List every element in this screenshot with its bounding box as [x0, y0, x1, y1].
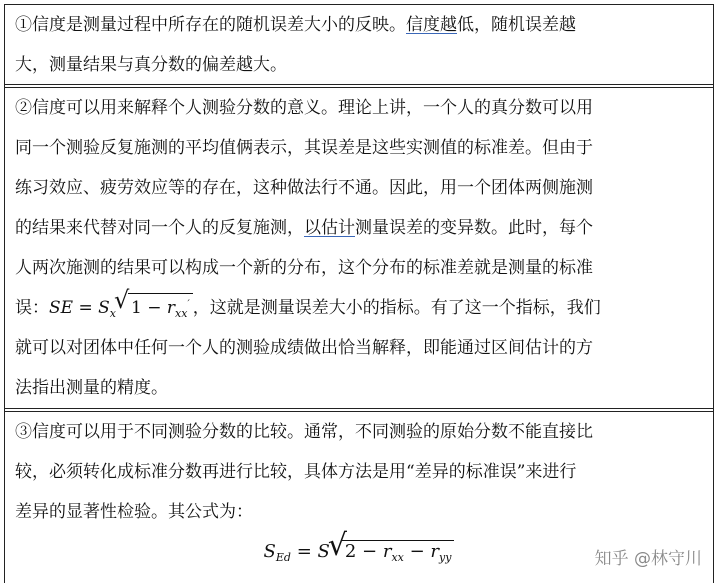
formula-subscript: Ed	[275, 551, 291, 564]
formula-subscript: x	[109, 307, 116, 320]
table-row-reliability-error	[5, 5, 713, 85]
text-line: 大，测量结果与真分数的偏差越大。	[15, 55, 287, 75]
underlined-text: 信度越	[406, 15, 457, 35]
square-root	[114, 286, 193, 328]
text-span: ①信度是测量过程中所存在的随机误差大小的反映。	[15, 15, 406, 35]
formula-subscript: xx	[391, 551, 404, 564]
text-line: 差异的显著性检验。其公式为：	[15, 502, 253, 522]
standard-error-formula	[49, 286, 193, 320]
text-span: 测量误差的变异数。此时，每个	[355, 218, 593, 238]
text-line: 较，必须转化成标准分数再进行比较，具体方法是用“差异的标准误”来进行	[15, 462, 577, 482]
radicand	[128, 293, 193, 325]
radicand	[342, 540, 455, 569]
text-span: 误：	[15, 298, 49, 318]
text-span: ，这就是测量误差大小的指标。有了这一个指标，我们	[192, 298, 601, 318]
watermark: 知乎 @林守川	[594, 549, 702, 569]
text-line: ②信度可以用来解释个人测验分数的意义。理论上讲，一个人的真分数可以用	[15, 98, 593, 118]
table-row-individual-score	[5, 87, 713, 409]
formula-lhs: S	[263, 541, 276, 562]
text-span: 低，随机误差越	[457, 15, 576, 35]
square-root	[327, 528, 455, 569]
text-line	[15, 208, 703, 248]
text-line	[15, 288, 703, 328]
formula-prime: ′	[187, 299, 190, 310]
formula-r: r	[166, 298, 176, 318]
formula-equals: =	[290, 541, 318, 562]
radical-sign-icon: √	[327, 528, 347, 563]
text-line: 人两次施测的结果可以构成一个新的分布，这个分布的标准差就是测量的标准	[15, 258, 593, 278]
text-line: 法指出测量的精度。	[15, 378, 168, 398]
content-table	[4, 4, 714, 583]
formula-subscript: xx	[175, 307, 188, 320]
text-line: 就可以对团体中任何一个人的测验成绩做出恰当解释，即能通过区间估计的方	[15, 338, 593, 358]
formula-s: S	[98, 298, 110, 318]
formula-term: 2 −	[344, 541, 383, 562]
text-line: ③信度可以用于不同测验分数的比较。通常，不同测验的原始分数不能直接比	[15, 422, 593, 442]
formula-equals: =	[73, 298, 99, 318]
formula-term: 1 −	[131, 298, 167, 318]
text-line	[15, 5, 703, 45]
formula-s: S	[317, 541, 330, 562]
text-span: 的结果来代替对同一个人的反复施测，	[15, 218, 304, 238]
formula-r: r	[382, 541, 392, 562]
formula-lhs: SE	[49, 298, 74, 318]
text-line: 练习效应、疲劳效应等的存在，这种做法行不通。因此，用一个团体两侧施测	[15, 178, 593, 198]
radical-sign-icon: √	[114, 286, 130, 314]
text-line: 同一个测验反复施测的平均值俩表示，其误差是这些实测值的标准差。但由于	[15, 138, 593, 158]
formula-minus: −	[403, 541, 431, 562]
formula-subscript: yy	[439, 551, 452, 564]
formula-r: r	[430, 541, 439, 562]
underlined-text: 以估计	[304, 218, 355, 238]
